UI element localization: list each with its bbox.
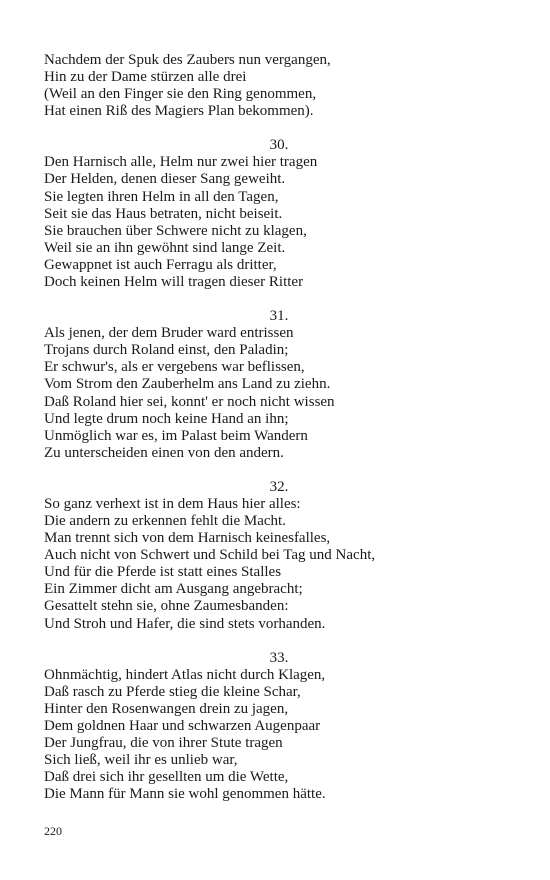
stanza-32	[44, 479, 514, 633]
verse-line: Als jenen, der dem Bruder ward entrissen	[44, 325, 294, 342]
stanza-30	[44, 137, 514, 291]
verse-line: Weil sie an ihn gewöhnt sind lange Zeit.	[44, 239, 286, 256]
verse-line: Doch keinen Helm will tragen dieser Ritter	[44, 274, 304, 291]
stanza-number: 30.	[269, 137, 289, 154]
verse-line: Hat einen Riß des Magiers Plan bekommen).	[44, 103, 314, 120]
stanza-33	[44, 650, 514, 804]
stanza-continued	[44, 52, 514, 120]
verse-line: Der Helden, denen dieser Sang geweiht.	[44, 171, 286, 188]
verse-line: Daß drei sich ihr gesellten um die Wette,	[44, 769, 289, 786]
verse-line: Vom Strom den Zauberhelm ans Land zu ziehn.	[44, 376, 331, 393]
poem-text	[44, 52, 514, 820]
verse-line: Sie brauchen über Schwere nicht zu klagen,	[44, 222, 307, 239]
verse-line: Die Mann für Mann sie wohl genommen hätte.	[44, 786, 326, 803]
verse-line: Gesattelt stehn sie, ohne Zaumesbanden:	[44, 598, 289, 615]
verse-line: Gewappnet ist auch Ferragu als dritter,	[44, 256, 277, 273]
verse-line: Den Harnisch alle, Helm nur zwei hier tragen	[44, 154, 318, 171]
verse-line: Daß rasch zu Pferde stieg die kleine Schar,	[44, 683, 301, 700]
verse-line: Dem goldnen Haar und schwarzen Augenpaar	[44, 717, 321, 734]
page-number: 220	[44, 824, 62, 838]
verse-line: Sie legten ihren Helm in all den Tagen,	[44, 188, 279, 205]
verse-line: Ein Zimmer dicht am Ausgang angebracht;	[44, 581, 303, 598]
verse-line: So ganz verhext ist in dem Haus hier alles:	[44, 495, 301, 512]
verse-line: Nachdem der Spuk des Zaubers nun vergangen,	[44, 52, 331, 68]
verse-line: Und Stroh und Hafer, die sind stets vorhanden.	[44, 615, 326, 632]
verse-line: Und für die Pferde ist statt eines Stalles	[44, 564, 282, 581]
verse-line: Daß Roland hier sei, konnt' er noch nicht wissen	[44, 393, 335, 410]
verse-line: Hinter den Rosenwangen drein zu jagen,	[44, 700, 289, 717]
verse-line: Auch nicht von Schwert und Schild bei Tag und Nacht,	[44, 547, 376, 564]
verse-line: Ohnmächtig, hindert Atlas nicht durch Klagen,	[44, 666, 326, 683]
verse-line: (Weil an den Finger sie den Ring genommen,	[44, 86, 317, 103]
verse-line: Hin zu der Dame stürzen alle drei	[44, 69, 247, 86]
verse-line: Unmöglich war es, im Palast beim Wandern	[44, 427, 308, 444]
stanza-number: 32.	[269, 478, 289, 495]
stanza-31	[44, 308, 514, 462]
verse-line: Die andern zu erkennen fehlt die Macht.	[44, 512, 286, 529]
verse-line: Und legte drum noch keine Hand an ihn;	[44, 410, 289, 427]
verse-line: Trojans durch Roland einst, den Paladin;	[44, 342, 289, 359]
stanza-number: 33.	[269, 649, 289, 666]
verse-line: Sich ließ, weil ihr es unlieb war,	[44, 752, 238, 769]
verse-line: Seit sie das Haus betraten, nicht beiseit.	[44, 205, 283, 222]
verse-line: Man trennt sich von dem Harnisch keinesfalles,	[44, 530, 331, 547]
verse-line: Zu unterscheiden einen von den andern.	[44, 444, 284, 461]
stanza-number: 31.	[269, 308, 289, 325]
verse-line: Der Jungfrau, die von ihrer Stute tragen	[44, 735, 283, 751]
verse-line: Er schwur's, als er vergebens war beflissen,	[44, 359, 305, 376]
